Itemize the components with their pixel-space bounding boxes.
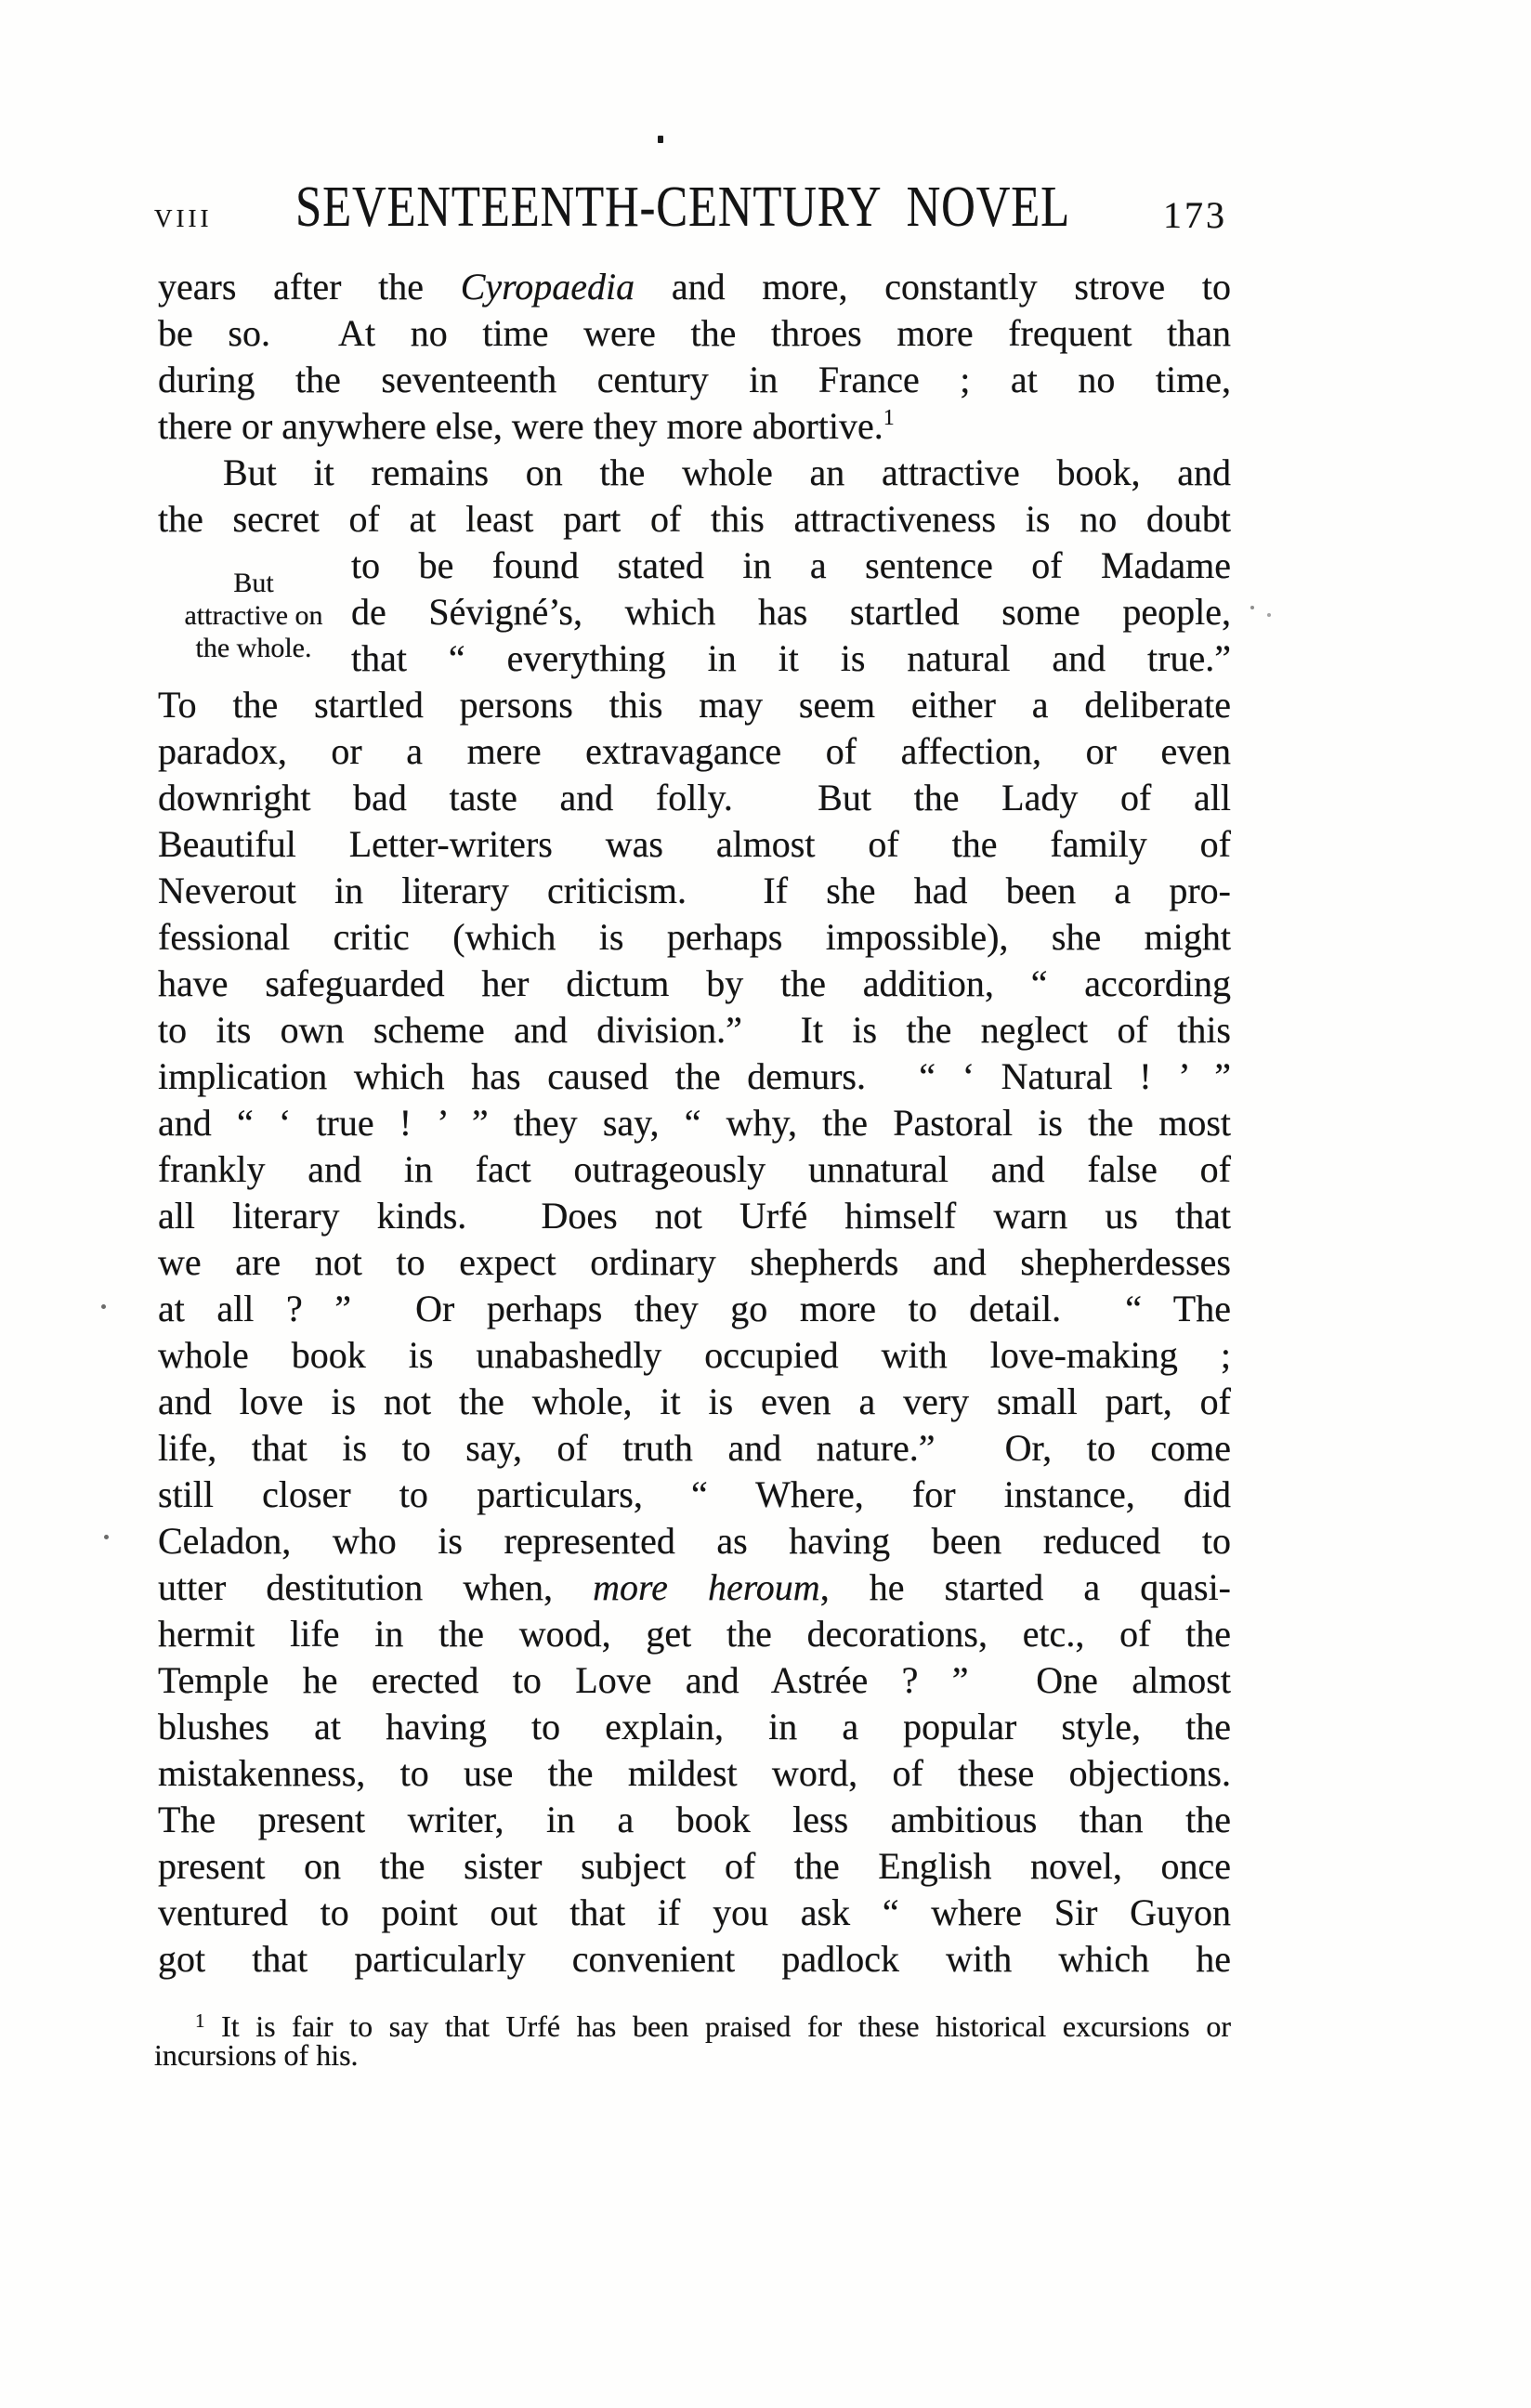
text-line: years after the Cyropaedia and more, constantly strove to	[158, 266, 1231, 308]
footnote-line: incursions of his.	[154, 2038, 359, 2072]
text-line: implication which has caused the demurs. “ ‘ Natural ! ’ ”	[158, 1055, 1231, 1097]
text-line: But it remains on the whole an attractive book, and	[223, 452, 1231, 493]
text-line: downright bad taste and folly. But the Lady of all	[158, 777, 1231, 818]
scan-speck	[658, 136, 663, 143]
text-line: de Sévigné’s, which has startled some people,	[351, 591, 1231, 633]
text-line: Beautiful Letter-writers was almost of the family of	[158, 823, 1231, 865]
footnote-line: $^1$ It is fair to say that Urfé has been praised for these historical excursions or	[195, 2009, 1231, 2043]
text-line: hermit life in the wood, get the decorations, etc., of the	[158, 1613, 1231, 1655]
text-line: blushes at having to explain, in a popular style, the	[158, 1706, 1231, 1747]
text-line: all literary kinds. Does not Urfé himself warn us that	[158, 1195, 1231, 1237]
text-line: be so. At no time were the throes more frequent than	[158, 312, 1231, 354]
text-line: we are not to expect ordinary shepherds and shepherdesses	[158, 1241, 1231, 1283]
footnote	[154, 2009, 1231, 2072]
margin-note-line: But	[233, 568, 274, 598]
text-line: To the startled persons this may seem either a deliberate	[158, 684, 1231, 726]
text-line: ventured to point out that if you ask “ where Sir Guyon	[158, 1891, 1231, 1933]
text-line: to its own scheme and division.” It is the neglect of this	[158, 1009, 1231, 1051]
text-line: and “ ‘ true ! ’ ” they say, “ why, the Pastoral is the most	[158, 1102, 1231, 1144]
text-line: during the seventeenth century in France ; at no time,	[158, 359, 1231, 400]
text-line: paradox, or a mere extravagance of affection, or even	[158, 730, 1231, 772]
margin-note-line: attractive on	[184, 600, 323, 631]
text-line: that “ everything in it is natural and true.”	[351, 637, 1231, 679]
text-line: mistakenness, to use the mildest word, of these objections.	[158, 1752, 1231, 1794]
running-title-text: SEVENTEENTH-CENTURY NOVEL	[295, 176, 1071, 239]
text-line: still closer to particulars, “ Where, for instance, did	[158, 1473, 1231, 1515]
text-line: The present writer, in a book less ambitious than the	[158, 1799, 1231, 1840]
chapter-numeral: VIII	[154, 204, 213, 232]
text-line: and love is not the whole, it is even a very small part, of	[158, 1381, 1231, 1422]
text-line: got that particularly convenient padlock with which he	[158, 1938, 1231, 1980]
text-line: Temple he erected to Love and Astrée ? ” One almost	[158, 1659, 1231, 1701]
text-line: at all ? ” Or perhaps they go more to detail. “ The	[158, 1288, 1231, 1329]
scan-speck	[101, 1304, 106, 1309]
text-line: whole book is unabashedly occupied with love-making ;	[158, 1334, 1231, 1376]
text-line: life, that is to say, of truth and nature.” Or, to come	[158, 1427, 1231, 1469]
scan-speck	[1267, 613, 1271, 617]
body-text	[158, 264, 1231, 1983]
text-line: frankly and in fact outrageously unnatural and false of	[158, 1148, 1231, 1190]
scan-speck	[1250, 606, 1254, 609]
text-line: fessional critic (which is perhaps impossible), she might	[158, 916, 1231, 958]
text-line: Neverout in literary criticism. If she had been a pro-	[158, 870, 1231, 911]
running-title	[295, 176, 1240, 239]
scan-speck	[104, 1535, 109, 1539]
text-line: there or anywhere else, were they more abortive.$^1$	[158, 405, 895, 447]
text-line: Celadon, who is represented as having been reduced to	[158, 1520, 1231, 1562]
text-line: have safeguarded her dictum by the addition, “ according	[158, 962, 1231, 1004]
text-line: the secret of at least part of this attractiveness is no doubt	[158, 498, 1231, 540]
text-line: present on the sister subject of the English novel, once	[158, 1845, 1231, 1887]
page-number: 173	[1163, 194, 1227, 236]
margin-note-line: the whole.	[195, 633, 312, 663]
text-line: utter destitution when, more heroum, he started a quasi-	[158, 1566, 1231, 1608]
text-line: to be found stated in a sentence of Madame	[351, 544, 1231, 586]
